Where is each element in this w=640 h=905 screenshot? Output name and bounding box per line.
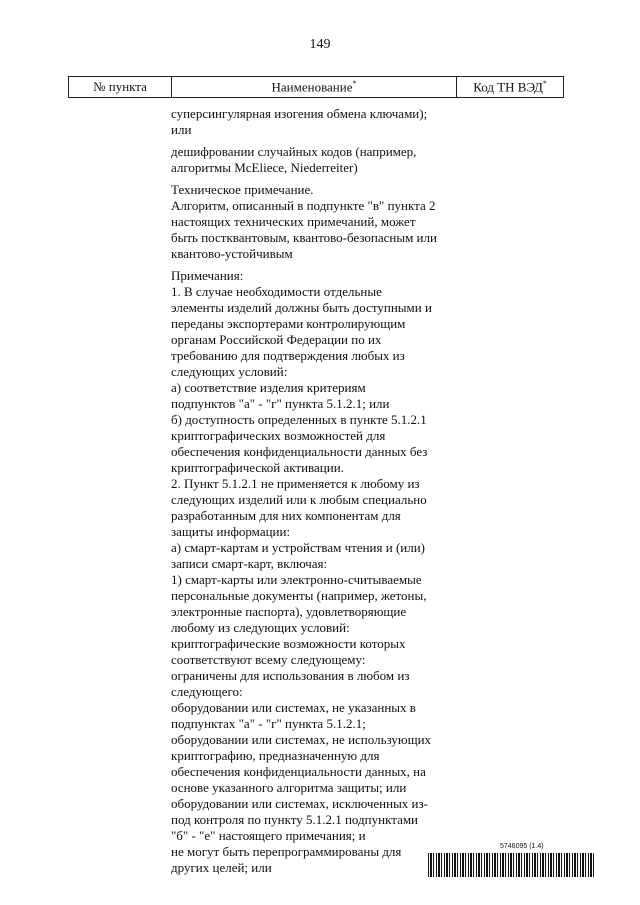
column-header-item-number: № пункта (69, 77, 172, 98)
text-line: следующих условий: (171, 364, 288, 379)
text-line: "б" - "е" настоящего примечания; и (171, 828, 366, 843)
document-code: 5746095 (1.4) (500, 843, 544, 850)
barcode (428, 853, 596, 877)
paragraph (171, 182, 451, 262)
text-line: оборудовании или системах, исключенных из- (171, 796, 428, 811)
text-line: электронные паспорта), удовлетворяющие (171, 604, 407, 619)
text-line: элементы изделий должны быть доступными и (171, 300, 432, 315)
text-line: подпунктов "а" - "г" пункта 5.1.2.1; или (171, 396, 390, 411)
text-line: 1. В случае необходимости отдельные (171, 284, 382, 299)
text-line: основе указанного алгоритма защиты; или (171, 780, 407, 795)
text-line: следующих изделий или к любым специально (171, 492, 427, 507)
content-column (171, 106, 451, 882)
text-line: персональные документы (например, жетоны, (171, 588, 427, 603)
text-line: соответствуют всему следующему: (171, 652, 366, 667)
text-line: или (171, 122, 192, 137)
text-line: а) соответствие изделия критериям (171, 380, 366, 395)
text-line: 1) смарт-карты или электронно-считываемые (171, 572, 422, 587)
text-line: ограничены для использования в любом из (171, 668, 410, 683)
paragraph (171, 144, 451, 176)
text-line: оборудовании или системах, не указанных в (171, 700, 416, 715)
text-line: под контроля по пункту 5.1.2.1 подпунктами (171, 812, 419, 827)
table-header (68, 76, 564, 98)
text-line: быть постквантовым, квантово-безопасным или (171, 230, 437, 245)
text-line: разработанным для них компонентам для (171, 508, 401, 523)
text-line: обеспечения конфиденциальности данных, на (171, 764, 426, 779)
text-line: настоящих технических примечаний, может (171, 214, 416, 229)
text-line: следующего: (171, 684, 243, 699)
text-line: защиты информации: (171, 524, 291, 539)
text-line: квантово-устойчивым (171, 246, 293, 261)
text-line: дешифровании случайных кодов (например, (171, 144, 417, 159)
text-line: других целей; или (171, 860, 272, 875)
text-line: требованию для подтверждения любых из (171, 348, 405, 363)
text-line: б) доступность определенных в пункте 5.1.2.1 (171, 412, 427, 427)
text-line: Техническое примечание. (171, 182, 314, 197)
text-line: криптографию, предназначенную для (171, 748, 380, 763)
column-header-name: Наименование* (172, 77, 457, 98)
text-line: записи смарт-карт, включая: (171, 556, 328, 571)
text-line: переданы экспортерами контролирующим (171, 316, 406, 331)
text-line: подпунктах "а" - "г" пункта 5.1.2.1; (171, 716, 366, 731)
text-line: органам Российской Федерации по их (171, 332, 382, 347)
text-line: криптографические возможности которых (171, 636, 406, 651)
text-line: Алгоритм, описанный в подпункте "в" пункта 2 (171, 198, 436, 213)
text-line: суперсингулярная изогения обмена ключами); (171, 106, 428, 121)
page-number: 149 (309, 37, 331, 52)
text-line: оборудовании или системах, не использующих (171, 732, 432, 747)
column-header-tnved-code: Код ТН ВЭД* (457, 77, 564, 98)
paragraph (171, 106, 451, 138)
text-line: любому из следующих условий: (171, 620, 350, 635)
text-line: криптографических возможностей для (171, 428, 386, 443)
text-line: не могут быть перепрограммированы для (171, 844, 402, 859)
text-line: обеспечения конфиденциальности данных без (171, 444, 428, 459)
paragraph (171, 268, 451, 876)
text-line: Примечания: (171, 268, 244, 283)
text-line: а) смарт-картам и устройствам чтения и (или) (171, 540, 426, 555)
text-line: алгоритмы McEliece, Niederreiter) (171, 160, 358, 175)
text-line: криптографической активации. (171, 460, 344, 475)
text-line: 2. Пункт 5.1.2.1 не применяется к любому из (171, 476, 420, 491)
